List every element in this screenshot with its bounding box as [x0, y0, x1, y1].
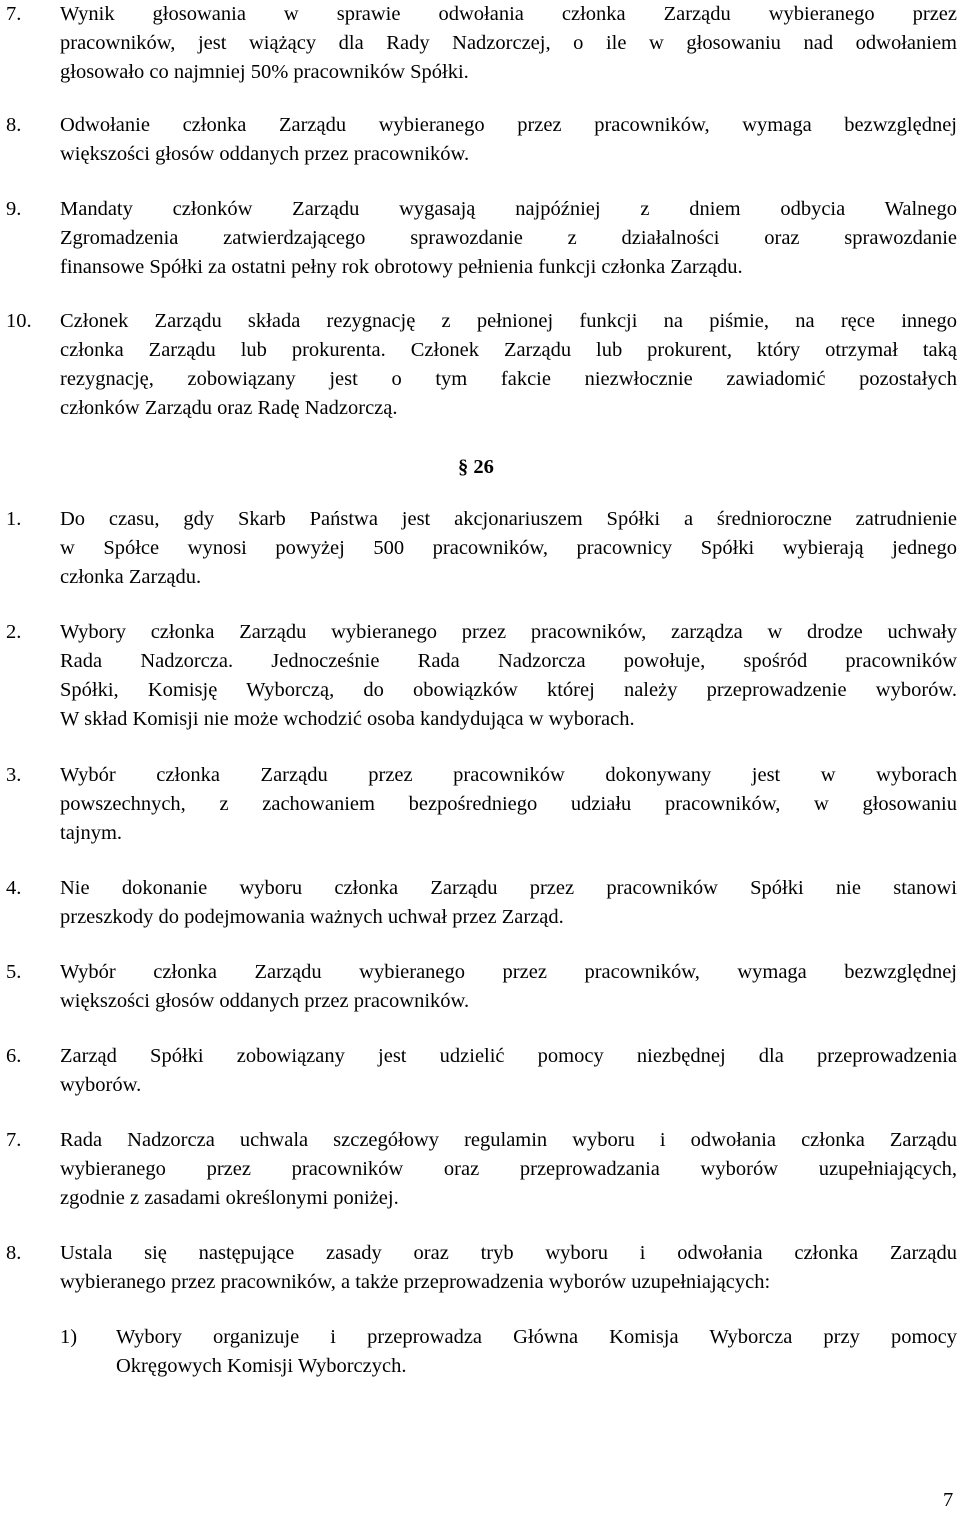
- text-line: powszechnych, z zachowaniem bezpośredniego udziału pracowników, w głosowaniu: [60, 793, 957, 815]
- item-number: 7.: [6, 1129, 22, 1151]
- item-number: 4.: [6, 877, 22, 899]
- item-number: 5.: [6, 961, 22, 983]
- text-line: Wybór członka Zarządu przez pracowników dokonywany jest w wyborach: [60, 764, 957, 786]
- item-text: [60, 1239, 957, 1297]
- text-line: Do czasu, gdy Skarb Państwa jest akcjonariuszem Spółki a średnioroczne zatrudnienie: [60, 508, 957, 530]
- text-line: rezygnację, zobowiązany jest o tym fakcie niezwłocznie zawiadomić pozostałych: [60, 368, 957, 390]
- text-line: w Spółce wynosi powyżej 500 pracowników, pracownicy Spółki wybierają jednego: [60, 537, 957, 559]
- text-line: Wybór członka Zarządu wybieranego przez pracowników, wymaga bezwzględnej: [60, 961, 957, 983]
- text-line: zgodnie z zasadami określonymi poniżej.: [60, 1187, 399, 1209]
- text-line: Nie dokonanie wyboru członka Zarządu przez pracowników Spółki nie stanowi: [60, 877, 957, 899]
- item-text: [60, 0, 957, 87]
- item-number: 7.: [6, 3, 22, 25]
- item-text: [60, 307, 957, 423]
- item-text: [60, 1042, 957, 1100]
- item-number: 3.: [6, 764, 22, 786]
- text-line: większości głosów oddanych przez pracowników.: [60, 143, 470, 165]
- item-text: [60, 618, 957, 734]
- text-line: większości głosów oddanych przez pracowników.: [60, 990, 470, 1012]
- item-number: 1): [60, 1326, 78, 1348]
- text-line: członków Zarządu oraz Radę Nadzorczą.: [60, 397, 398, 419]
- text-line: Wynik głosowania w sprawie odwołania członka Zarządu wybieranego przez: [60, 3, 957, 25]
- item-text: [60, 1126, 957, 1213]
- text-line: Odwołanie członka Zarządu wybieranego przez pracowników, wymaga bezwzględnej: [60, 114, 957, 136]
- item-text: [60, 761, 957, 848]
- text-line: wyborów.: [60, 1074, 142, 1096]
- text-line: Ustala się następujące zasady oraz tryb wyboru i odwołania członka Zarządu: [60, 1242, 957, 1264]
- text-line: Zarząd Spółki zobowiązany jest udzielić pomocy niezbędnej dla przeprowadzenia: [60, 1045, 957, 1067]
- text-line: pracowników, jest wiążący dla Rady Nadzorczej, o ile w głosowaniu nad odwołaniem: [60, 32, 957, 54]
- item-number: 8.: [6, 114, 22, 136]
- item-number: 8.: [6, 1242, 22, 1264]
- text-line: wybieranego przez pracowników, a także przeprowadzenia wyborów uzupełniających:: [60, 1271, 771, 1293]
- item-text: [60, 958, 957, 1016]
- item-text: [60, 195, 957, 282]
- text-line: członka Zarządu.: [60, 566, 202, 588]
- text-line: członka Zarządu lub prokurenta. Członek Zarządu lub prokurent, który otrzymał taką: [60, 339, 957, 361]
- text-line: Rada Nadzorcza. Jednocześnie Rada Nadzorcza powołuje, spośród pracowników: [60, 650, 957, 672]
- text-line: Mandaty członków Zarządu wygasają najpóźniej z dniem odbycia Walnego: [60, 198, 957, 220]
- item-text: [60, 111, 957, 169]
- page-number: 7: [943, 1489, 954, 1511]
- text-line: przeszkody do podejmowania ważnych uchwał przez Zarząd.: [60, 906, 564, 928]
- text-line: Wybory członka Zarządu wybieranego przez pracowników, zarządza w drodze uchwały: [60, 621, 957, 643]
- text-line: Spółki, Komisję Wyborczą, do obowiązków której należy przeprowadzenie wyborów.: [60, 679, 957, 701]
- item-number: 2.: [6, 621, 22, 643]
- item-text: [60, 505, 957, 592]
- text-line: Rada Nadzorcza uchwala szczegółowy regulamin wyboru i odwołania członka Zarządu: [60, 1129, 957, 1151]
- item-number: 10.: [6, 310, 32, 332]
- item-number: 6.: [6, 1045, 22, 1067]
- text-line: Członek Zarządu składa rezygnację z pełnionej funkcji na piśmie, na ręce innego: [60, 310, 957, 332]
- section-heading: § 26: [458, 456, 494, 478]
- text-line: finansowe Spółki za ostatni pełny rok obrotowy pełnienia funkcji członka Zarządu.: [60, 256, 743, 278]
- item-text: [116, 1323, 957, 1381]
- text-line: W skład Komisji nie może wchodzić osoba kandydująca w wyborach.: [60, 708, 635, 730]
- item-number: 9.: [6, 198, 22, 220]
- text-line: Okręgowych Komisji Wyborczych.: [116, 1355, 407, 1377]
- text-line: Zgromadzenia zatwierdzającego sprawozdanie z działalności oraz sprawozdanie: [60, 227, 957, 249]
- item-text: [60, 874, 957, 932]
- text-line: tajnym.: [60, 822, 123, 844]
- text-line: głosowało co najmniej 50% pracowników Spółki.: [60, 61, 469, 83]
- item-number: 1.: [6, 508, 22, 530]
- text-line: wybieranego przez pracowników oraz przeprowadzania wyborów uzupełniających,: [60, 1158, 957, 1180]
- text-line: Wybory organizuje i przeprowadza Główna Komisja Wyborcza przy pomocy: [116, 1326, 957, 1348]
